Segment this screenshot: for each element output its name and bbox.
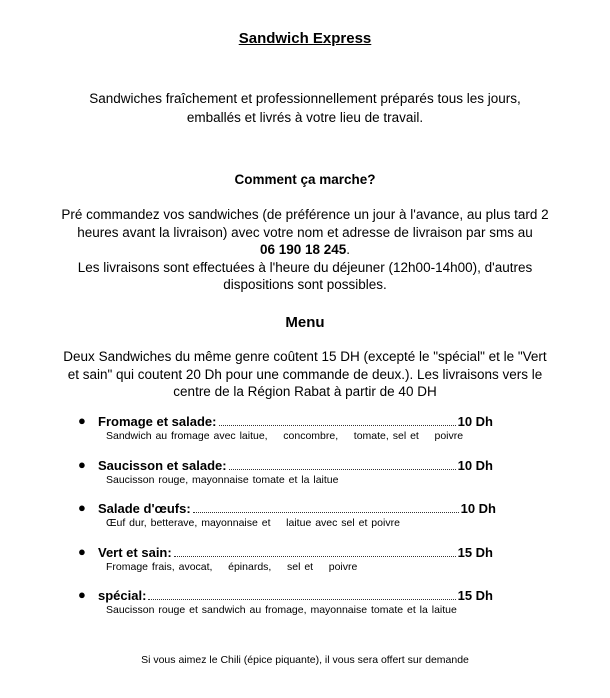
bullet-icon: ● bbox=[78, 543, 86, 559]
item-name: Fromage et salade: bbox=[98, 414, 217, 429]
item-name: Saucisson et salade: bbox=[98, 457, 227, 473]
item-line bbox=[98, 543, 493, 560]
menu-item-fromage-salade bbox=[78, 412, 518, 456]
phone-number: 06 190 18 245 bbox=[259, 242, 347, 257]
dotted-leader bbox=[174, 556, 456, 557]
intro-paragraph bbox=[60, 89, 550, 127]
menu-intro-line-3: centre de la Région Rabat à partir de 40 DH bbox=[173, 384, 437, 399]
item-line bbox=[98, 586, 493, 603]
how-line-1: Pré commandez vos sandwiches (de préférence un jour à l'avance, au plus tard 2 bbox=[61, 207, 549, 222]
item-price: 10 Dh bbox=[457, 414, 493, 429]
item-price: 10 Dh bbox=[457, 457, 493, 473]
how-line-2: heures avant la livraison) avec votre nom et adresse de livraison par sms au bbox=[77, 224, 533, 240]
footer-note: Si vous aimez le Chili (épice piquante), il vous sera offert sur demande bbox=[141, 654, 469, 666]
item-price: 10 Dh bbox=[460, 501, 496, 516]
bullet-icon: ● bbox=[78, 500, 86, 515]
item-line bbox=[98, 499, 496, 516]
item-line bbox=[98, 456, 493, 473]
menu-intro-line-1: Deux Sandwiches du même genre coûtent 15 DH (excepté le "spécial" et le "Vert bbox=[63, 349, 547, 364]
item-description: Saucisson rouge et sandwich au fromage, mayonnaise tomate et la laitue bbox=[106, 604, 457, 616]
menu-intro-line-2: et sain" qui coutent 20 Dh pour une commande de deux.). Les livraisons vers le bbox=[67, 366, 543, 382]
dotted-leader bbox=[148, 599, 455, 600]
bullet-icon: ● bbox=[78, 413, 86, 428]
item-name: spécial: bbox=[98, 588, 147, 603]
phone-line bbox=[50, 241, 560, 259]
item-price: 15 Dh bbox=[457, 544, 493, 560]
how-it-works-heading: Comment ça marche? bbox=[234, 172, 376, 187]
phone-suffix: . bbox=[346, 242, 351, 257]
item-price: 15 Dh bbox=[457, 588, 493, 603]
item-description: Sandwich au fromage avec laitue, concombre, tomate, sel et poivre bbox=[106, 430, 464, 442]
menu-list bbox=[78, 412, 518, 630]
menu-item-salade-oeufs bbox=[78, 499, 518, 543]
how-it-works-paragraph bbox=[50, 206, 560, 294]
item-name: Vert et sain: bbox=[98, 544, 172, 560]
page-title: Sandwich Express bbox=[238, 30, 372, 47]
intro-line-1: Sandwiches fraîchement et professionnellement préparés tous les jours, bbox=[89, 91, 521, 106]
bullet-icon: ● bbox=[78, 587, 86, 602]
menu-item-vert-sain bbox=[78, 543, 518, 587]
menu-item-saucisson-salade bbox=[78, 456, 518, 500]
how-line-4: Les livraisons sont effectuées à l'heure du déjeuner (12h00-14h00), d'autres bbox=[77, 259, 533, 275]
menu-item-special bbox=[78, 586, 518, 630]
item-description: Fromage frais, avocat, épinards, sel et poivre bbox=[106, 560, 358, 573]
item-name: Salade d'œufs: bbox=[98, 501, 191, 516]
dotted-leader bbox=[229, 469, 456, 470]
intro-line-2: emballés et livrés à votre lieu de travail. bbox=[186, 110, 424, 125]
item-line bbox=[98, 412, 493, 429]
dotted-leader bbox=[219, 425, 456, 426]
menu-heading: Menu bbox=[285, 314, 325, 331]
dotted-leader bbox=[193, 512, 459, 513]
item-description: Saucisson rouge, mayonnaise tomate et la laitue bbox=[106, 473, 339, 486]
bullet-icon: ● bbox=[78, 456, 86, 472]
item-description: Œuf dur, betterave, mayonnaise et laitue avec sel et poivre bbox=[106, 517, 400, 529]
menu-intro-paragraph bbox=[55, 348, 555, 401]
how-line-5: dispositions sont possibles. bbox=[223, 277, 387, 292]
